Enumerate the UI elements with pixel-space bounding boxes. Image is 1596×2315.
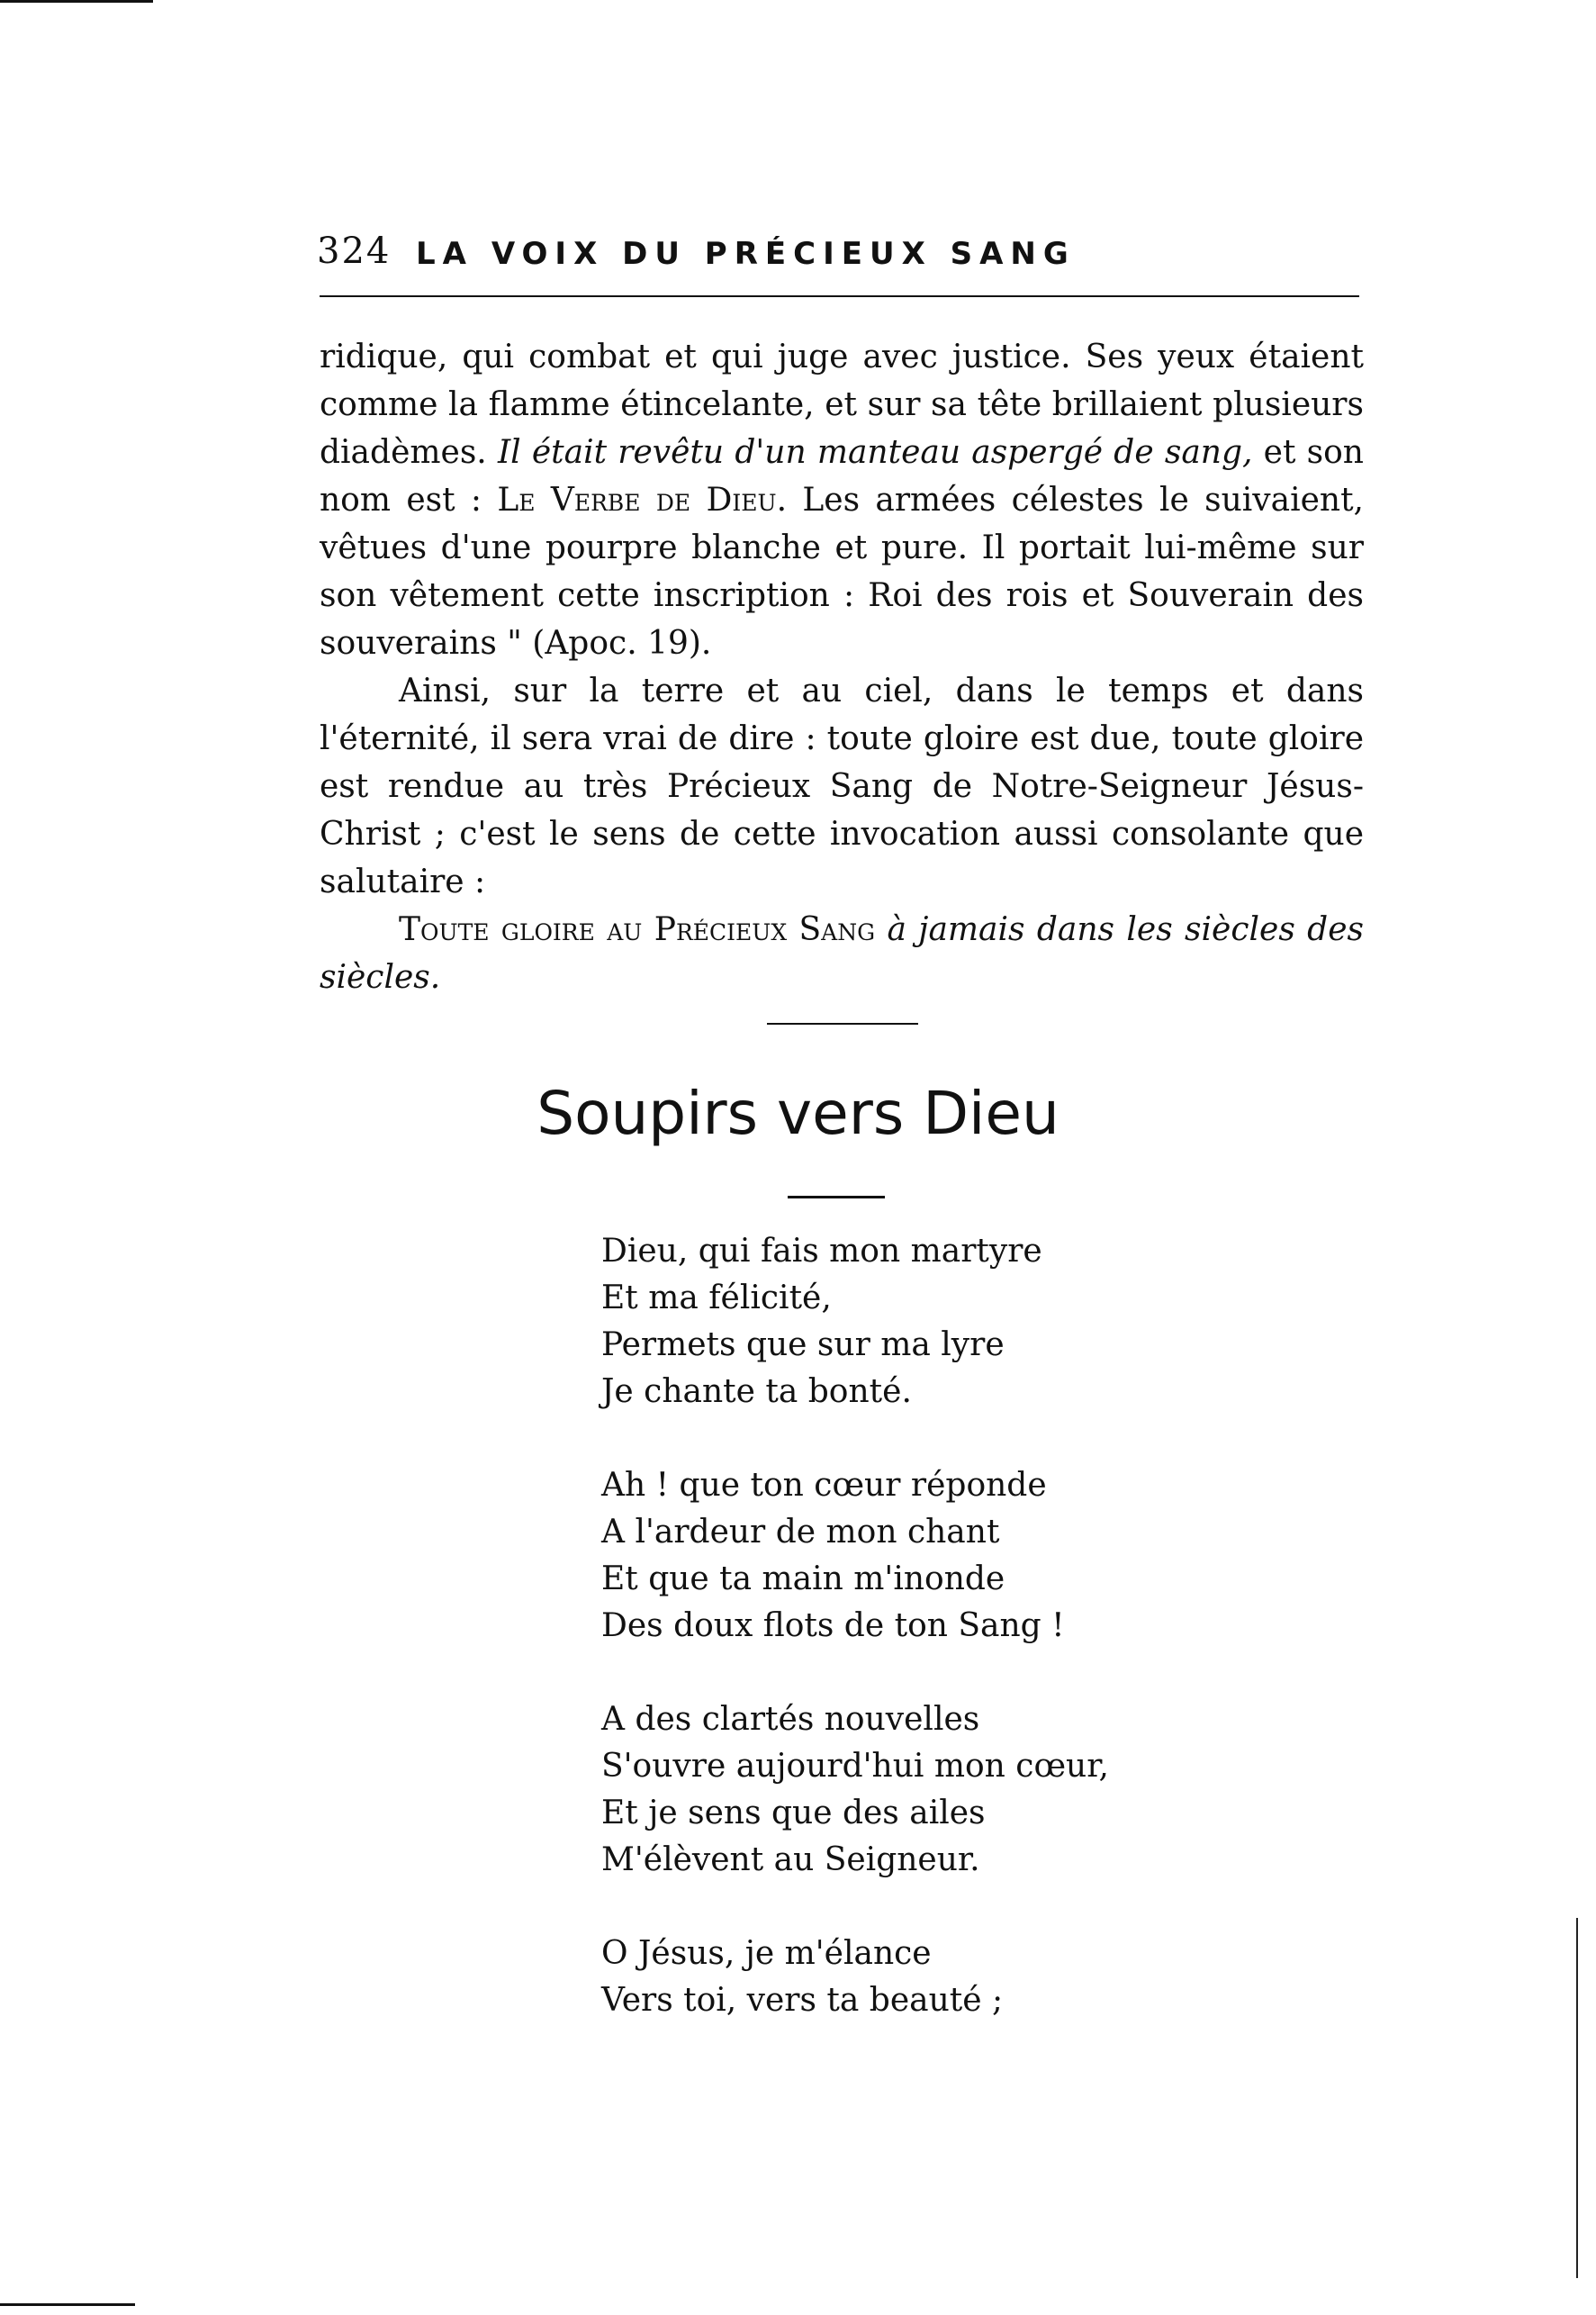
scan-edge-top (0, 0, 153, 3)
poem-stanza (601, 1931, 1321, 2024)
scan-edge-right (1576, 1918, 1578, 2278)
invocation-smallcaps: Toute gloire au Précieux Sang (399, 911, 876, 948)
poem-line: Permets que sur ma lyre (601, 1326, 1005, 1363)
poem-line: Des doux flots de ton Sang ! (601, 1607, 1065, 1644)
poem-line: Et ma félicité, (601, 1280, 832, 1316)
poem-line: Dieu, qui fais mon martyre (601, 1233, 1042, 1270)
paragraph-1-text-a: ridique, qui combat et qui juge avec justice. Ses yeux étaient comme la flamme étincelante, et sur sa tête brillaient plusieurs diadèmes. (320, 339, 1364, 471)
poem-line: Ah ! que ton cœur réponde (601, 1467, 1047, 1504)
poem-stanza (601, 1462, 1321, 1650)
paragraph-3 (320, 906, 1364, 1001)
paragraph-2: Ainsi, sur la terre et au ciel, dans le temps et dans l'éternité, il sera vrai de dire : toute gloire est due, toute gloire est rendue au très Précieux Sang de Notre-Seigneur Jésus-Christ ; c'est le sens de cette invocation aussi consolante que salutaire : (320, 673, 1364, 900)
poem-stanza (601, 1228, 1321, 1415)
poem-line: S'ouvre aujourd'hui mon cœur, (601, 1748, 1109, 1785)
page-header (317, 223, 1361, 277)
poem-stanza (601, 1696, 1321, 1884)
invocation-italic: à jamais dans les siècles des siècles. (320, 911, 1364, 996)
page-number: 324 (317, 231, 392, 272)
paragraph-1-italic: Il était revêtu d'un manteau aspergé de sang, (497, 434, 1253, 471)
scan-edge-bottom (0, 2303, 135, 2306)
poem (601, 1228, 1321, 2071)
poem-line: Je chante ta bonté. (601, 1373, 912, 1410)
poem-line: O Jésus, je m'élance (601, 1935, 932, 1972)
paragraph-1-text-c: et son nom est : (320, 434, 1364, 519)
poem-line: Vers toi, vers ta beauté ; (601, 1982, 1004, 2019)
section-separator (767, 1023, 918, 1025)
header-rule (320, 295, 1359, 297)
paragraph-1 (320, 333, 1364, 667)
verbe-de-dieu: Le Verbe de Dieu. (497, 482, 788, 519)
poem-line: A des clartés nouvelles (601, 1701, 980, 1738)
poem-line: Et je sens que des ailes (601, 1795, 986, 1831)
poem-line: M'élèvent au Seigneur. (601, 1841, 980, 1878)
poem-line: A l'ardeur de mon chant (601, 1514, 1000, 1551)
poem-title: Soupirs vers Dieu (537, 1079, 1059, 1148)
paragraph-1-text-e: Les armées célestes le suivaient, vêtues d'une pourpre blanche et pure. Il portait lui-même sur son vêtement cette inscription : Roi des rois et Souverain des souverains " (Apoc. 19). (320, 482, 1364, 662)
poem-line: Et que ta main m'inonde (601, 1560, 1005, 1597)
prose-body (320, 333, 1364, 1001)
title-rule (788, 1196, 885, 1198)
running-title: LA VOIX DU PRÉCIEUX SANG (416, 236, 1076, 272)
